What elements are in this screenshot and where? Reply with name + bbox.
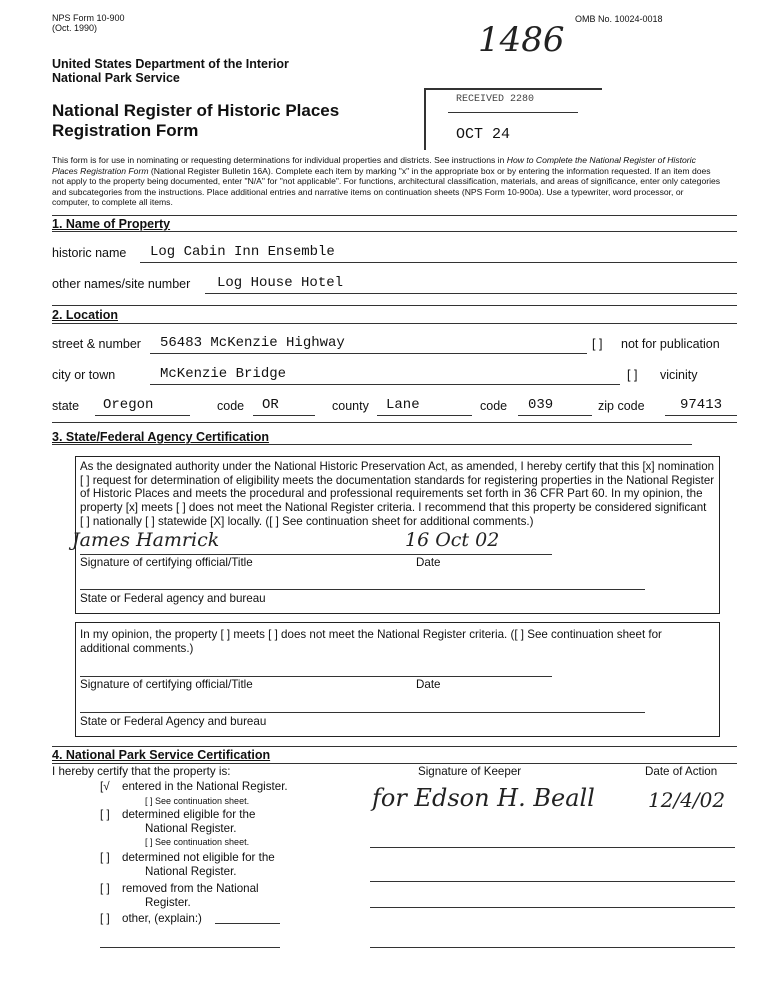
- not-eligible-checkbox[interactable]: [ ]: [100, 851, 110, 864]
- section-4-heading: 4. National Park Service Certification: [52, 748, 271, 762]
- eligible-checkbox[interactable]: [ ]: [100, 808, 110, 821]
- historic-name-label: historic name: [52, 246, 127, 260]
- vicinity-checkbox[interactable]: [ ]: [627, 368, 638, 382]
- received-stamp: [424, 88, 602, 150]
- zip-value[interactable]: 97413: [680, 397, 723, 413]
- not-for-publication-checkbox[interactable]: [ ]: [592, 337, 603, 351]
- other-names-value[interactable]: Log House Hotel: [217, 275, 344, 291]
- signature-label: Signature of certifying official/Title: [80, 556, 253, 569]
- stamp-date: OCT 24: [456, 126, 511, 143]
- zip-label: zip code: [598, 399, 645, 413]
- handwritten-number: 1486: [478, 20, 565, 60]
- keeper-label: Signature of Keeper: [418, 765, 522, 778]
- section-1-heading: 1. Name of Property: [52, 217, 171, 231]
- not-eligible-label: determined not eligible for the: [122, 851, 275, 864]
- state-code-value[interactable]: OR: [262, 397, 279, 413]
- certifying-signature: James Hamrick: [72, 529, 220, 551]
- certifying-date: 16 Oct 02: [405, 529, 500, 551]
- department: United States Department of the Interior: [52, 57, 289, 71]
- form-number: NPS Form 10-900: [52, 13, 125, 23]
- page-subtitle: Registration Form: [52, 121, 199, 140]
- removed-label: removed from the National: [122, 882, 259, 895]
- entered-checkbox[interactable]: [√: [100, 780, 110, 793]
- other-checkbox[interactable]: [ ]: [100, 912, 110, 925]
- signature-2-label: Signature of certifying official/Title: [80, 678, 253, 691]
- section-2-heading: 2. Location: [52, 308, 118, 322]
- agency-2-label: State or Federal Agency and bureau: [80, 715, 267, 728]
- city-value[interactable]: McKenzie Bridge: [160, 366, 287, 382]
- city-label: city or town: [52, 368, 116, 382]
- eligible-continuation[interactable]: [ ] See continuation sheet.: [145, 837, 250, 847]
- county-label: county: [332, 399, 369, 413]
- action-date-value: 12/4/02: [648, 788, 726, 812]
- not-eligible-label-2: National Register.: [145, 865, 237, 878]
- other-label: other, (explain:): [122, 912, 202, 925]
- date-2-label: Date: [416, 678, 441, 691]
- page-title: National Register of Historic Places: [52, 101, 340, 120]
- street-label: street & number: [52, 337, 141, 351]
- keeper-signature: for Edson H. Beall: [372, 784, 595, 812]
- removed-label-2: Register.: [145, 896, 191, 909]
- state-label: state: [52, 399, 80, 413]
- form-date: (Oct. 1990): [52, 23, 98, 33]
- historic-name-value[interactable]: Log Cabin Inn Ensemble: [150, 244, 335, 260]
- opinion-text: In my opinion, the property [ ] meets [ ] does not meet the National Register criteria. ([ ] See continuation sheet for additional comments.): [80, 628, 662, 655]
- removed-checkbox[interactable]: [ ]: [100, 882, 110, 895]
- eligible-label: determined eligible for the: [122, 808, 256, 821]
- entered-continuation[interactable]: [ ] See continuation sheet.: [145, 796, 250, 806]
- service: National Park Service: [52, 71, 180, 85]
- section-3-heading: 3. State/Federal Agency Certification: [52, 430, 269, 444]
- instructions: This form is for use in nominating or requesting determinations for individual properties and districts. See instructions in How to Complete the National Register of Historic Places Registration Form (National Register Bulletin 16A). Complete each item by marking "x" in the appropriate box or by entering the information requested. If an item does not apply to the property being documented, enter "N/A" for "not applicable". For functions, architectural classification, materials, and areas of significance, enter only categories and subcategories from the instructions. Place additional entries and narrative items on continuation sheets (NPS Form 10-900a). Use a typewriter, word processor, or computer, to complete all items.: [52, 155, 721, 207]
- date-label: Date: [416, 556, 441, 569]
- vicinity-label: vicinity: [660, 368, 698, 382]
- street-value[interactable]: 56483 McKenzie Highway: [160, 335, 345, 351]
- state-code-label: code: [217, 399, 245, 413]
- state-value[interactable]: Oregon: [103, 397, 154, 413]
- county-code-label: code: [480, 399, 508, 413]
- state-certification-text: As the designated authority under the National Historic Preservation Act, as amended, I hereby certify that this [x] nomination [ ] request for determination of eligibility meets the documentation standards for registering properties in the National Register of Historic Places and meets the procedural and professional requirements set forth in 36 CFR Part 60. In my opinion, the property [x] meets [ ] does not meet the National Register criteria. I recommend that this property be considered significant [ ] nationally [ ] statewide [X] locally. ([ ] See continuation sheet for additional comments.): [80, 460, 715, 528]
- certify-intro: I hereby certify that the property is:: [52, 765, 231, 778]
- county-value[interactable]: Lane: [386, 397, 420, 413]
- other-names-label: other names/site number: [52, 277, 191, 291]
- agency-label: State or Federal agency and bureau: [80, 592, 266, 605]
- eligible-label-2: National Register.: [145, 822, 237, 835]
- omb-number: OMB No. 10024-0018: [575, 14, 663, 24]
- stamp-received: RECEIVED 2280: [456, 94, 535, 105]
- county-code-value[interactable]: 039: [528, 397, 554, 413]
- not-for-publication-label: not for publication: [621, 337, 720, 351]
- action-date-label: Date of Action: [645, 765, 718, 778]
- entered-label: entered in the National Register.: [122, 780, 288, 793]
